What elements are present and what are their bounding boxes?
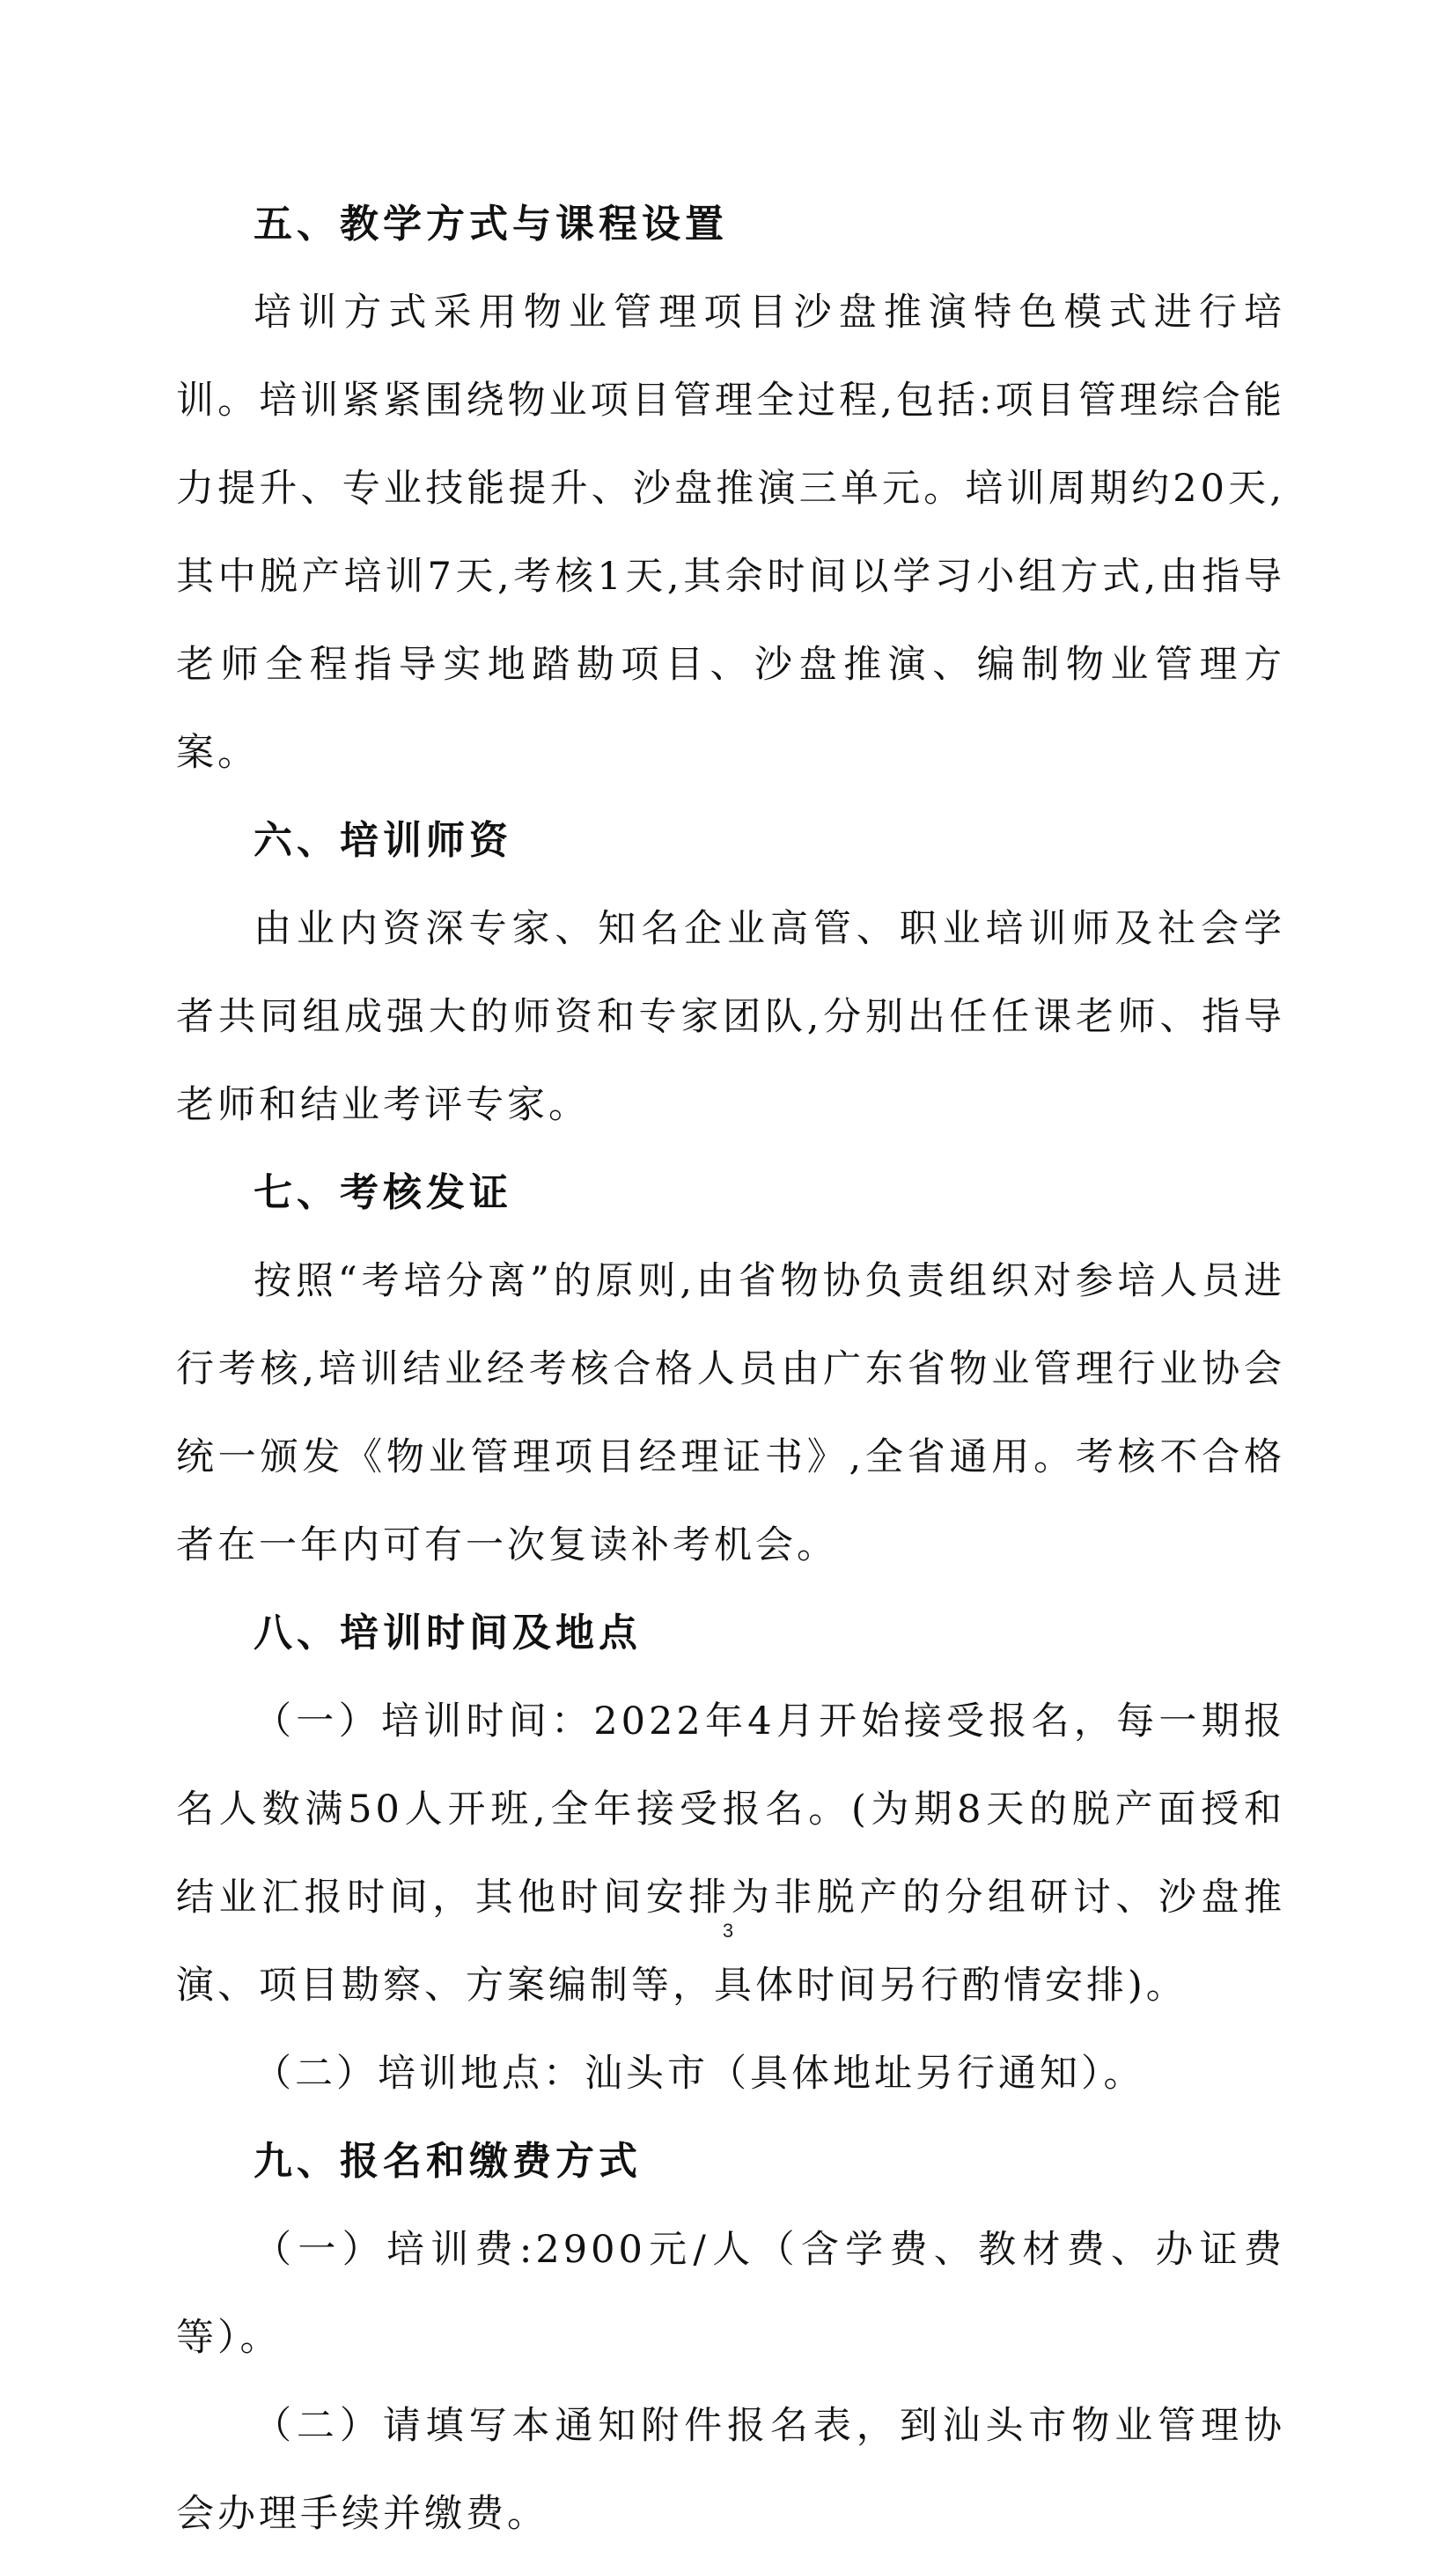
section-heading: 五、教学方式与课程设置 (254, 202, 728, 247)
section-paragraph: 按照“考培分离”的原则,由省物协负责组织对参培人员进行考核,培训结业经考核合格人员由广东省物业管理行业协会统一颁发《物业管理项目经理证书》,全省通用。考核不合格者在一年内可有一次复读补考机会。 (176, 1259, 1285, 1567)
section-registration-payment (176, 2118, 1285, 2558)
section-teaching-method (176, 181, 1285, 797)
page-number: 3 (722, 1920, 734, 1942)
section-paragraph: （一）培训时间：2022年4月开始接受报名，每一期报名人数满50人开班,全年接受报名。(为期8天的脱产面授和结业汇报时间，其他时间安排为非脱产的分组研讨、沙盘推演、项目勘察、方案编制等，具体时间另行酌情安排)。 (176, 1699, 1285, 2008)
section-time-and-location (176, 1589, 1285, 2118)
section-paragraph: （一）培训费:2900元/人（含学费、教材费、办证费等）。 (176, 2228, 1285, 2360)
document-body (176, 181, 1285, 2558)
section-assessment-certification (176, 1149, 1285, 1589)
section-heading: 九、报名和缴费方式 (254, 2139, 642, 2184)
section-heading: 六、培训师资 (254, 818, 512, 863)
section-paragraph: 培训方式采用物业管理项目沙盘推演特色模式进行培训。培训紧紧围绕物业项目管理全过程,包括:项目管理综合能力提升、专业技能提升、沙盘推演三单元。培训周期约20天,其中脱产培训7天,考核1天,其余时间以学习小组方式,由指导老师全程指导实地踏勘项目、沙盘推演、编制物业管理方案。 (176, 291, 1285, 775)
section-paragraph: 由业内资深专家、知名企业高管、职业培训师及社会学者共同组成强大的师资和专家团队,分别出任任课老师、指导老师和结业考评专家。 (176, 907, 1285, 1127)
section-training-faculty (176, 797, 1285, 1149)
section-heading: 八、培训时间及地点 (254, 1611, 642, 1655)
section-heading: 七、考核发证 (254, 1170, 512, 1215)
section-paragraph: （二）请填写本通知附件报名表，到汕头市物业管理协会办理手续并缴费。 (176, 2404, 1285, 2536)
section-paragraph: （二）培训地点：汕头市（具体地址另行通知）。 (254, 2052, 1145, 2096)
